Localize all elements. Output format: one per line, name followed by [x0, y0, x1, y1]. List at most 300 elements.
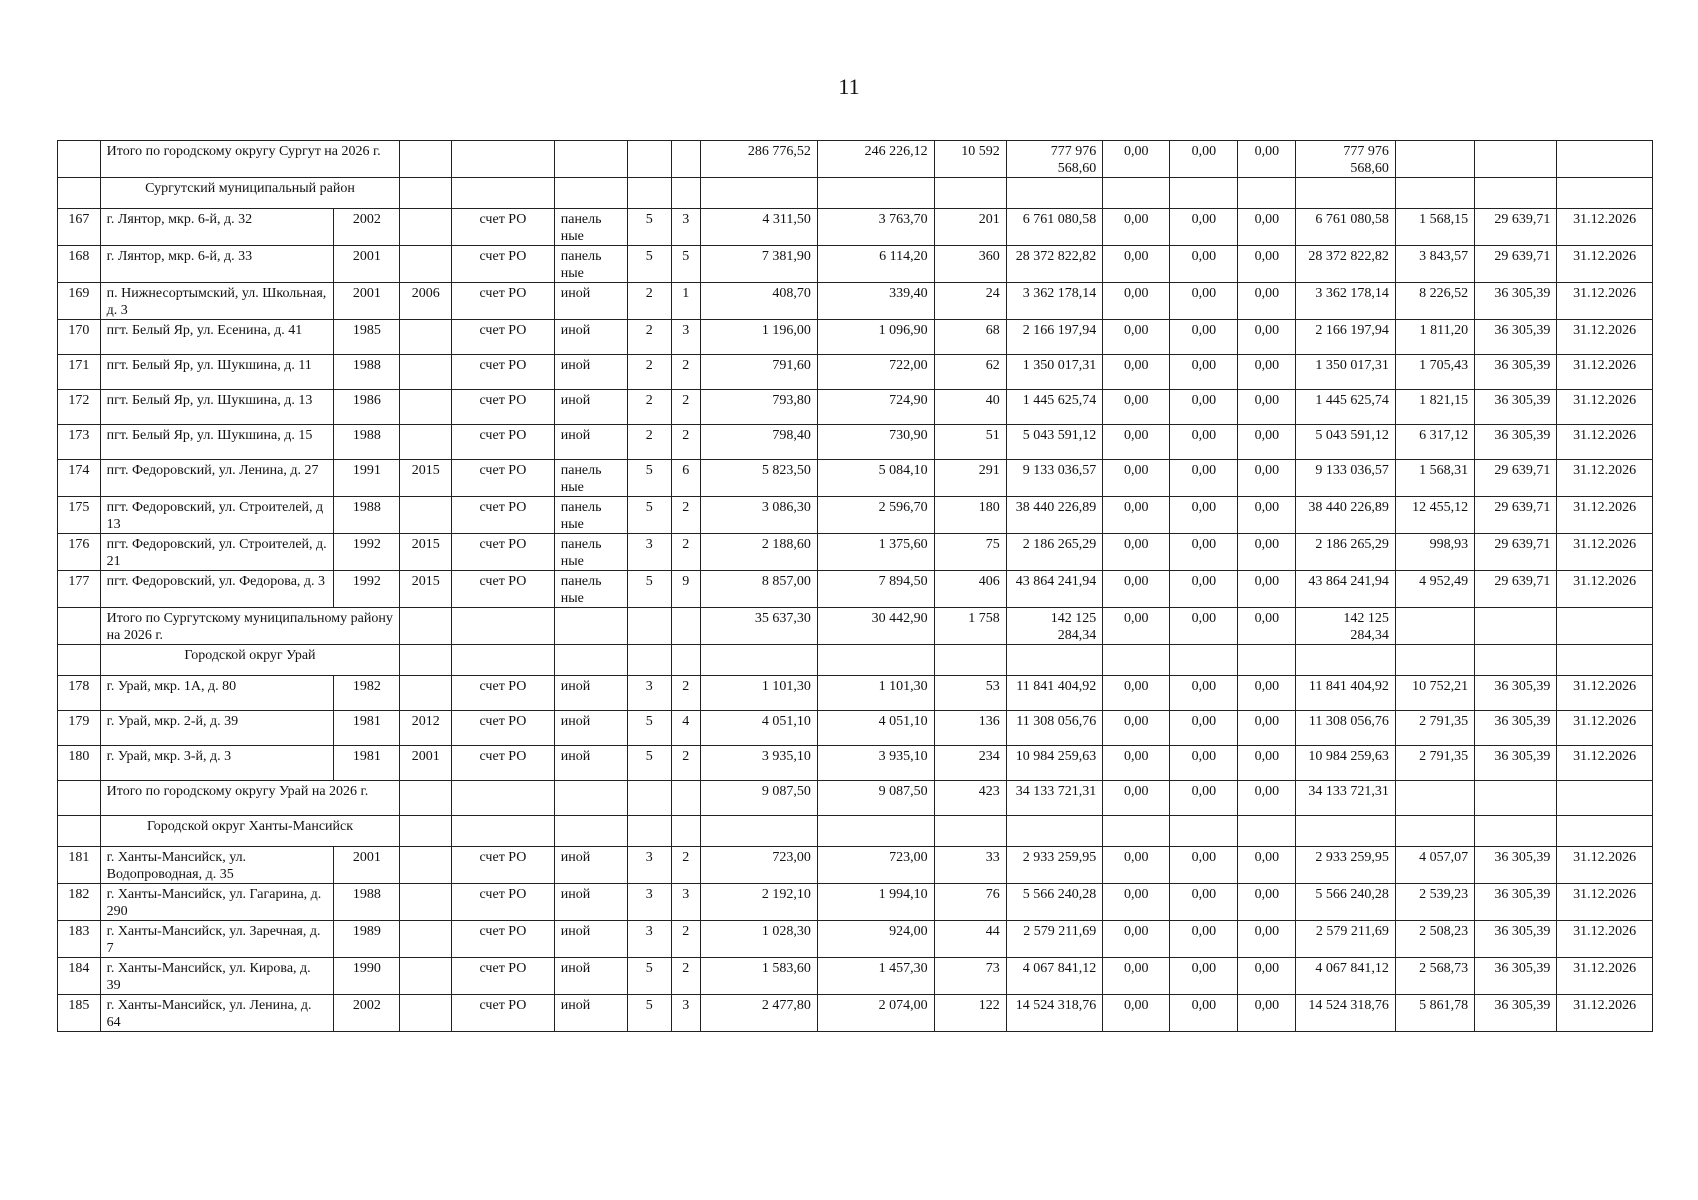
table-row: [58, 995, 1653, 1032]
empty-cell: [400, 178, 452, 209]
cost-total-cell: 43 864 241,94: [1006, 571, 1103, 608]
address-cell: г. Ханты-Мансийск, ул. Гагарина, д. 290: [100, 884, 334, 921]
deadline-cell: 31.12.2026: [1557, 209, 1653, 246]
entrances-cell: 2: [671, 534, 700, 571]
unit-cost-cell: 8 226,52: [1395, 283, 1474, 320]
fund-cell: 0,00: [1103, 534, 1170, 571]
total-area-cell: 4 311,50: [701, 209, 818, 246]
row-number-cell: 184: [58, 958, 101, 995]
empty-cell: [1238, 816, 1296, 847]
row-number-cell: 180: [58, 746, 101, 781]
limit-cost-cell: 36 305,39: [1475, 390, 1557, 425]
owners-funds-cell: 43 864 241,94: [1296, 571, 1396, 608]
empty-cell: [1557, 781, 1653, 816]
year-repair-cell: [400, 958, 452, 995]
row-number-cell: 179: [58, 711, 101, 746]
year-repair-cell: [400, 390, 452, 425]
limit-cost-cell: 36 305,39: [1475, 884, 1557, 921]
deadline-cell: 31.12.2026: [1557, 320, 1653, 355]
budget-local-cell: 0,00: [1238, 390, 1296, 425]
entrances-cell: 6: [671, 460, 700, 497]
section-title: Сургутский муниципальный район: [100, 178, 400, 209]
total-area-cell: 793,80: [701, 390, 818, 425]
total-area-cell: 9 087,50: [701, 781, 818, 816]
table-row: [58, 460, 1653, 497]
deadline-cell: 31.12.2026: [1557, 746, 1653, 781]
subtotal-label: Итого по Сургутскому муниципальному району на 2026 г.: [100, 608, 400, 645]
wall-material-cell: панель ные: [554, 246, 627, 283]
empty-cell: [554, 645, 627, 676]
empty-cell: [1395, 608, 1474, 645]
empty-cell: [817, 645, 934, 676]
unit-cost-cell: 5 861,78: [1395, 995, 1474, 1032]
living-area-cell: 6 114,20: [817, 246, 934, 283]
empty-cell: [1006, 816, 1103, 847]
floors-cell: 3: [627, 534, 671, 571]
entrances-cell: 2: [671, 390, 700, 425]
row-number-cell: 167: [58, 209, 101, 246]
cost-total-cell: 142 125 284,34: [1006, 608, 1103, 645]
budget-local-cell: 0,00: [1238, 608, 1296, 645]
year-built-cell: 1986: [334, 390, 400, 425]
table-row: [58, 746, 1653, 781]
budget-local-cell: 0,00: [1238, 781, 1296, 816]
empty-cell: [1103, 816, 1170, 847]
total-area-cell: 3 935,10: [701, 746, 818, 781]
total-area-cell: 5 823,50: [701, 460, 818, 497]
year-built-cell: 1990: [334, 958, 400, 995]
empty-cell: [58, 645, 101, 676]
budget-region-cell: 0,00: [1170, 958, 1238, 995]
residents-cell: 33: [934, 847, 1006, 884]
owners-funds-cell: 3 362 178,14: [1296, 283, 1396, 320]
limit-cost-cell: 36 305,39: [1475, 676, 1557, 711]
fund-cell: 0,00: [1103, 460, 1170, 497]
year-built-cell: 1981: [334, 746, 400, 781]
floors-cell: 2: [627, 355, 671, 390]
year-built-cell: 1992: [334, 534, 400, 571]
floors-cell: 5: [627, 497, 671, 534]
subtotal-row: [58, 608, 1653, 645]
row-number-cell: 175: [58, 497, 101, 534]
table-row: [58, 425, 1653, 460]
fund-method-cell: счет РО: [452, 425, 555, 460]
address-cell: г. Ханты-Мансийск, ул. Водопроводная, д. 35: [100, 847, 334, 884]
section-title: Городской округ Урай: [100, 645, 400, 676]
owners-funds-cell: 10 984 259,63: [1296, 746, 1396, 781]
fund-cell: 0,00: [1103, 746, 1170, 781]
budget-local-cell: 0,00: [1238, 246, 1296, 283]
floors-cell: 5: [627, 746, 671, 781]
cost-total-cell: 1 445 625,74: [1006, 390, 1103, 425]
unit-cost-cell: 1 568,31: [1395, 460, 1474, 497]
fund-method-cell: счет РО: [452, 676, 555, 711]
entrances-cell: 3: [671, 320, 700, 355]
fund-method-cell: счет РО: [452, 921, 555, 958]
budget-local-cell: 0,00: [1238, 958, 1296, 995]
deadline-cell: 31.12.2026: [1557, 921, 1653, 958]
empty-cell: [1296, 816, 1396, 847]
empty-cell: [400, 816, 452, 847]
residents-cell: 180: [934, 497, 1006, 534]
cost-total-cell: 2 166 197,94: [1006, 320, 1103, 355]
fund-method-cell: счет РО: [452, 995, 555, 1032]
budget-local-cell: 0,00: [1238, 355, 1296, 390]
wall-material-cell: иной: [554, 355, 627, 390]
wall-material-cell: иной: [554, 283, 627, 320]
budget-region-cell: 0,00: [1170, 320, 1238, 355]
table-row: [58, 884, 1653, 921]
unit-cost-cell: 2 508,23: [1395, 921, 1474, 958]
year-repair-cell: 2006: [400, 283, 452, 320]
unit-cost-cell: 3 843,57: [1395, 246, 1474, 283]
empty-cell: [554, 608, 627, 645]
year-repair-cell: 2015: [400, 534, 452, 571]
unit-cost-cell: 6 317,12: [1395, 425, 1474, 460]
budget-region-cell: 0,00: [1170, 781, 1238, 816]
fund-cell: 0,00: [1103, 425, 1170, 460]
address-cell: пгт. Белый Яр, ул. Есенина, д. 41: [100, 320, 334, 355]
fund-cell: 0,00: [1103, 209, 1170, 246]
limit-cost-cell: 29 639,71: [1475, 497, 1557, 534]
wall-material-cell: иной: [554, 847, 627, 884]
limit-cost-cell: 36 305,39: [1475, 320, 1557, 355]
address-cell: г. Урай, мкр. 2-й, д. 39: [100, 711, 334, 746]
wall-material-cell: иной: [554, 425, 627, 460]
total-area-cell: 1 583,60: [701, 958, 818, 995]
budget-region-cell: 0,00: [1170, 847, 1238, 884]
owners-funds-cell: 5 566 240,28: [1296, 884, 1396, 921]
unit-cost-cell: 2 791,35: [1395, 746, 1474, 781]
unit-cost-cell: 2 539,23: [1395, 884, 1474, 921]
total-area-cell: 408,70: [701, 283, 818, 320]
year-repair-cell: [400, 884, 452, 921]
empty-cell: [554, 816, 627, 847]
living-area-cell: 723,00: [817, 847, 934, 884]
cost-total-cell: 34 133 721,31: [1006, 781, 1103, 816]
row-number-cell: 182: [58, 884, 101, 921]
year-built-cell: 2002: [334, 209, 400, 246]
empty-cell: [671, 781, 700, 816]
budget-local-cell: 0,00: [1238, 283, 1296, 320]
owners-funds-cell: 2 579 211,69: [1296, 921, 1396, 958]
total-area-cell: 286 776,52: [701, 141, 818, 178]
empty-cell: [1557, 178, 1653, 209]
floors-cell: 5: [627, 571, 671, 608]
empty-cell: [1395, 141, 1474, 178]
residents-cell: 10 592: [934, 141, 1006, 178]
unit-cost-cell: 2 568,73: [1395, 958, 1474, 995]
empty-cell: [1103, 645, 1170, 676]
floors-cell: 3: [627, 884, 671, 921]
budget-region-cell: 0,00: [1170, 571, 1238, 608]
unit-cost-cell: 10 752,21: [1395, 676, 1474, 711]
table-body: [58, 141, 1653, 1032]
address-cell: пгт. Белый Яр, ул. Шукшина, д. 13: [100, 390, 334, 425]
fund-cell: 0,00: [1103, 320, 1170, 355]
empty-cell: [671, 141, 700, 178]
owners-funds-cell: 777 976 568,60: [1296, 141, 1396, 178]
entrances-cell: 2: [671, 355, 700, 390]
living-area-cell: 2 596,70: [817, 497, 934, 534]
wall-material-cell: панель ные: [554, 571, 627, 608]
limit-cost-cell: 29 639,71: [1475, 209, 1557, 246]
wall-material-cell: иной: [554, 320, 627, 355]
fund-cell: 0,00: [1103, 283, 1170, 320]
address-cell: г. Ханты-Мансийск, ул. Ленина, д. 64: [100, 995, 334, 1032]
year-repair-cell: 2015: [400, 460, 452, 497]
entrances-cell: 2: [671, 958, 700, 995]
table-row: [58, 497, 1653, 534]
living-area-cell: 246 226,12: [817, 141, 934, 178]
deadline-cell: 31.12.2026: [1557, 571, 1653, 608]
table-row: [58, 246, 1653, 283]
cost-total-cell: 28 372 822,82: [1006, 246, 1103, 283]
year-built-cell: 1992: [334, 571, 400, 608]
living-area-cell: 924,00: [817, 921, 934, 958]
residents-cell: 136: [934, 711, 1006, 746]
floors-cell: 5: [627, 246, 671, 283]
deadline-cell: 31.12.2026: [1557, 355, 1653, 390]
fund-method-cell: счет РО: [452, 711, 555, 746]
address-cell: пгт. Белый Яр, ул. Шукшина, д. 11: [100, 355, 334, 390]
empty-cell: [671, 608, 700, 645]
deadline-cell: 31.12.2026: [1557, 283, 1653, 320]
unit-cost-cell: 1 568,15: [1395, 209, 1474, 246]
owners-funds-cell: 14 524 318,76: [1296, 995, 1396, 1032]
fund-method-cell: счет РО: [452, 746, 555, 781]
fund-cell: 0,00: [1103, 958, 1170, 995]
budget-region-cell: 0,00: [1170, 460, 1238, 497]
wall-material-cell: иной: [554, 711, 627, 746]
unit-cost-cell: 1 705,43: [1395, 355, 1474, 390]
fund-method-cell: счет РО: [452, 390, 555, 425]
residents-cell: 53: [934, 676, 1006, 711]
living-area-cell: 4 051,10: [817, 711, 934, 746]
fund-method-cell: счет РО: [452, 460, 555, 497]
table-row: [58, 676, 1653, 711]
residents-cell: 40: [934, 390, 1006, 425]
address-cell: г. Урай, мкр. 1А, д. 80: [100, 676, 334, 711]
fund-method-cell: счет РО: [452, 209, 555, 246]
row-number-cell: 177: [58, 571, 101, 608]
empty-cell: [452, 178, 555, 209]
empty-cell: [701, 178, 818, 209]
wall-material-cell: иной: [554, 390, 627, 425]
living-area-cell: 339,40: [817, 283, 934, 320]
year-built-cell: 1982: [334, 676, 400, 711]
year-built-cell: 2001: [334, 246, 400, 283]
budget-region-cell: 0,00: [1170, 355, 1238, 390]
row-number-cell: 170: [58, 320, 101, 355]
year-repair-cell: [400, 921, 452, 958]
year-built-cell: 1985: [334, 320, 400, 355]
empty-cell: [452, 608, 555, 645]
limit-cost-cell: 36 305,39: [1475, 355, 1557, 390]
address-cell: г. Лянтор, мкр. 6-й, д. 33: [100, 246, 334, 283]
entrances-cell: 3: [671, 884, 700, 921]
table-row: [58, 711, 1653, 746]
table-row: [58, 958, 1653, 995]
year-built-cell: 1988: [334, 355, 400, 390]
entrances-cell: 2: [671, 746, 700, 781]
limit-cost-cell: 29 639,71: [1475, 246, 1557, 283]
deadline-cell: 31.12.2026: [1557, 995, 1653, 1032]
address-cell: п. Нижнесортымский, ул. Школьная, д. 3: [100, 283, 334, 320]
living-area-cell: 1 994,10: [817, 884, 934, 921]
cost-total-cell: 4 067 841,12: [1006, 958, 1103, 995]
unit-cost-cell: 4 057,07: [1395, 847, 1474, 884]
subtotal-label: Итого по городскому округу Урай на 2026 г.: [100, 781, 400, 816]
address-cell: г. Ханты-Мансийск, ул. Заречная, д. 7: [100, 921, 334, 958]
total-area-cell: 3 086,30: [701, 497, 818, 534]
budget-region-cell: 0,00: [1170, 534, 1238, 571]
empty-cell: [58, 781, 101, 816]
living-area-cell: 1 457,30: [817, 958, 934, 995]
year-built-cell: 1991: [334, 460, 400, 497]
subtotal-label: Итого по городскому округу Сургут на 2026 г.: [100, 141, 400, 178]
year-built-cell: 1988: [334, 425, 400, 460]
wall-material-cell: панель ные: [554, 534, 627, 571]
budget-local-cell: 0,00: [1238, 320, 1296, 355]
empty-cell: [554, 178, 627, 209]
living-area-cell: 7 894,50: [817, 571, 934, 608]
floors-cell: 3: [627, 921, 671, 958]
budget-local-cell: 0,00: [1238, 571, 1296, 608]
deadline-cell: 31.12.2026: [1557, 246, 1653, 283]
wall-material-cell: иной: [554, 746, 627, 781]
budget-local-cell: 0,00: [1238, 676, 1296, 711]
budget-region-cell: 0,00: [1170, 921, 1238, 958]
empty-cell: [554, 781, 627, 816]
cost-total-cell: 14 524 318,76: [1006, 995, 1103, 1032]
cost-total-cell: 6 761 080,58: [1006, 209, 1103, 246]
section-title: Городской округ Ханты-Мансийск: [100, 816, 400, 847]
address-cell: пгт. Федоровский, ул. Строителей, д 13: [100, 497, 334, 534]
limit-cost-cell: 36 305,39: [1475, 711, 1557, 746]
empty-cell: [58, 178, 101, 209]
row-number-cell: 183: [58, 921, 101, 958]
entrances-cell: 4: [671, 711, 700, 746]
cost-total-cell: 5 043 591,12: [1006, 425, 1103, 460]
fund-cell: 0,00: [1103, 847, 1170, 884]
total-area-cell: 4 051,10: [701, 711, 818, 746]
empty-cell: [671, 178, 700, 209]
cost-total-cell: 2 186 265,29: [1006, 534, 1103, 571]
total-area-cell: 1 196,00: [701, 320, 818, 355]
owners-funds-cell: 142 125 284,34: [1296, 608, 1396, 645]
budget-local-cell: 0,00: [1238, 460, 1296, 497]
unit-cost-cell: 1 821,15: [1395, 390, 1474, 425]
wall-material-cell: иной: [554, 958, 627, 995]
cost-total-cell: 1 350 017,31: [1006, 355, 1103, 390]
living-area-cell: 5 084,10: [817, 460, 934, 497]
empty-cell: [1475, 645, 1557, 676]
cost-total-cell: 38 440 226,89: [1006, 497, 1103, 534]
limit-cost-cell: 36 305,39: [1475, 921, 1557, 958]
floors-cell: 5: [627, 460, 671, 497]
fund-method-cell: счет РО: [452, 884, 555, 921]
empty-cell: [1238, 178, 1296, 209]
year-repair-cell: [400, 497, 452, 534]
empty-cell: [934, 816, 1006, 847]
cost-total-cell: 11 841 404,92: [1006, 676, 1103, 711]
living-area-cell: 3 935,10: [817, 746, 934, 781]
empty-cell: [400, 608, 452, 645]
budget-region-cell: 0,00: [1170, 608, 1238, 645]
empty-cell: [1395, 645, 1474, 676]
empty-cell: [1395, 178, 1474, 209]
cost-total-cell: 11 308 056,76: [1006, 711, 1103, 746]
empty-cell: [400, 141, 452, 178]
owners-funds-cell: 6 761 080,58: [1296, 209, 1396, 246]
fund-method-cell: счет РО: [452, 320, 555, 355]
row-number-cell: 178: [58, 676, 101, 711]
floors-cell: 5: [627, 711, 671, 746]
living-area-cell: 1 101,30: [817, 676, 934, 711]
budget-local-cell: 0,00: [1238, 209, 1296, 246]
budget-local-cell: 0,00: [1238, 884, 1296, 921]
fund-method-cell: счет РО: [452, 847, 555, 884]
year-repair-cell: [400, 355, 452, 390]
living-area-cell: 2 074,00: [817, 995, 934, 1032]
empty-cell: [1170, 178, 1238, 209]
budget-local-cell: 0,00: [1238, 847, 1296, 884]
row-number-cell: 181: [58, 847, 101, 884]
table-row: [58, 534, 1653, 571]
residents-cell: 234: [934, 746, 1006, 781]
cost-total-cell: 9 133 036,57: [1006, 460, 1103, 497]
unit-cost-cell: 12 455,12: [1395, 497, 1474, 534]
fund-method-cell: счет РО: [452, 355, 555, 390]
fund-cell: 0,00: [1103, 995, 1170, 1032]
table-row: [58, 320, 1653, 355]
floors-cell: 2: [627, 283, 671, 320]
empty-cell: [627, 141, 671, 178]
year-repair-cell: [400, 320, 452, 355]
empty-cell: [627, 816, 671, 847]
wall-material-cell: панель ные: [554, 209, 627, 246]
deadline-cell: 31.12.2026: [1557, 884, 1653, 921]
residents-cell: 423: [934, 781, 1006, 816]
year-built-cell: 1989: [334, 921, 400, 958]
residents-cell: 75: [934, 534, 1006, 571]
living-area-cell: 9 087,50: [817, 781, 934, 816]
budget-local-cell: 0,00: [1238, 921, 1296, 958]
table-row: [58, 921, 1653, 958]
empty-cell: [1296, 645, 1396, 676]
empty-cell: [58, 141, 101, 178]
empty-cell: [1475, 816, 1557, 847]
empty-cell: [58, 816, 101, 847]
budget-local-cell: 0,00: [1238, 497, 1296, 534]
budget-local-cell: 0,00: [1238, 534, 1296, 571]
row-number-cell: 169: [58, 283, 101, 320]
empty-cell: [1475, 781, 1557, 816]
budget-local-cell: 0,00: [1238, 746, 1296, 781]
deadline-cell: 31.12.2026: [1557, 676, 1653, 711]
empty-cell: [452, 781, 555, 816]
wall-material-cell: иной: [554, 884, 627, 921]
page-number: 11: [838, 74, 860, 99]
entrances-cell: 3: [671, 995, 700, 1032]
limit-cost-cell: 29 639,71: [1475, 534, 1557, 571]
owners-funds-cell: 4 067 841,12: [1296, 958, 1396, 995]
owners-funds-cell: 11 308 056,76: [1296, 711, 1396, 746]
residents-cell: 360: [934, 246, 1006, 283]
subtotal-row: [58, 781, 1653, 816]
total-area-cell: 791,60: [701, 355, 818, 390]
